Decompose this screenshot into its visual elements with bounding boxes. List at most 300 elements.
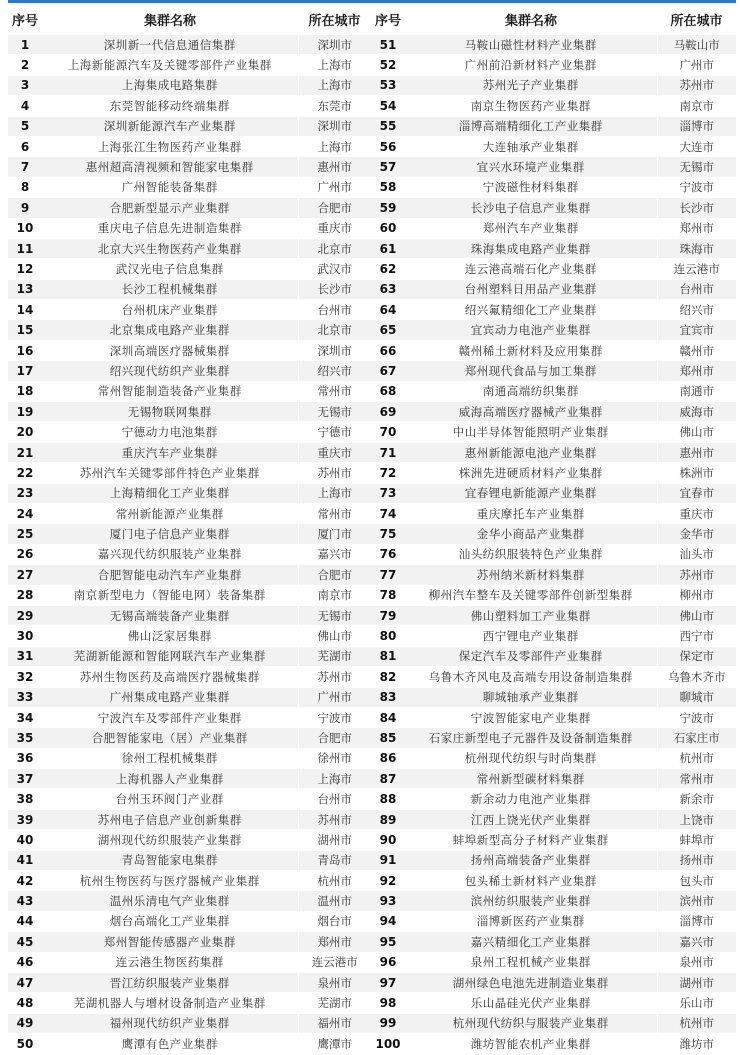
row-index: 75 (371, 524, 405, 544)
city-name: 宁波市 (657, 177, 736, 197)
table-row (8, 442, 371, 462)
cluster-name: 江西上饶光伏产业集群 (405, 809, 657, 829)
cluster-name: 徐州工程机械集群 (42, 748, 298, 768)
city-name: 马鞍山市 (657, 35, 736, 55)
cluster-name: 上海机器人产业集群 (42, 769, 298, 789)
cluster-name: 绍兴现代纺织产业集群 (42, 361, 298, 381)
cluster-name: 合肥智能家电（居）产业集群 (42, 728, 298, 748)
row-index: 41 (8, 850, 42, 870)
row-index: 40 (8, 830, 42, 850)
table-row (371, 198, 736, 218)
cluster-name: 厦门电子信息产业集群 (42, 524, 298, 544)
cluster-name: 温州乐清电气产业集群 (42, 891, 298, 911)
city-name: 台州市 (298, 300, 371, 320)
row-index: 38 (8, 789, 42, 809)
row-index: 6 (8, 136, 42, 156)
row-index: 9 (8, 198, 42, 218)
city-name: 佛山市 (298, 626, 371, 646)
cluster-name: 泉州工程机械产业集群 (405, 952, 657, 972)
city-name: 合肥市 (298, 565, 371, 585)
cluster-name: 深圳新一代信息通信集群 (42, 35, 298, 55)
cluster-name: 晋江纺织服装产业集群 (42, 972, 298, 992)
cluster-name: 扬州高端装备产业集群 (405, 850, 657, 870)
table-row (8, 381, 371, 401)
table-row (8, 503, 371, 523)
table-row (8, 35, 371, 55)
row-index: 50 (8, 1034, 42, 1054)
row-index: 27 (8, 565, 42, 585)
row-index: 13 (8, 279, 42, 299)
city-name: 杭州市 (657, 748, 736, 768)
cluster-name: 苏州电子信息产业创新集群 (42, 809, 298, 829)
cluster-name: 长沙电子信息产业集群 (405, 198, 657, 218)
cluster-name: 淄博高端精细化工产业集群 (405, 116, 657, 136)
row-index: 80 (371, 626, 405, 646)
table-row (371, 850, 736, 870)
cluster-name: 芜湖新能源和智能网联汽车产业集群 (42, 646, 298, 666)
table-row (371, 483, 736, 503)
row-index: 86 (371, 748, 405, 768)
row-index: 16 (8, 340, 42, 360)
table-row (8, 952, 371, 972)
row-index: 42 (8, 871, 42, 891)
table-row (371, 789, 736, 809)
city-name: 绍兴市 (298, 361, 371, 381)
table-row (8, 320, 371, 340)
cluster-name: 台州机床产业集群 (42, 300, 298, 320)
row-index: 31 (8, 646, 42, 666)
cluster-name: 绍兴氟精细化工产业集群 (405, 300, 657, 320)
row-index: 14 (8, 300, 42, 320)
table-row (8, 891, 371, 911)
cluster-name: 苏州纳米新材料集群 (405, 565, 657, 585)
row-index: 30 (8, 626, 42, 646)
table-row (371, 1034, 736, 1054)
row-index: 28 (8, 585, 42, 605)
table-row (8, 707, 371, 727)
row-index: 77 (371, 565, 405, 585)
row-index: 52 (371, 55, 405, 75)
row-index: 62 (371, 259, 405, 279)
table-row (371, 55, 736, 75)
header-row (8, 3, 371, 35)
table-row (8, 96, 371, 116)
row-index: 90 (371, 830, 405, 850)
cluster-name: 东莞智能移动终端集群 (42, 96, 298, 116)
table-row (8, 748, 371, 768)
cluster-name: 重庆汽车产业集群 (42, 442, 298, 462)
table-row (371, 728, 736, 748)
cluster-name: 青岛智能家电集群 (42, 850, 298, 870)
city-name: 芜湖市 (298, 646, 371, 666)
table-row (8, 769, 371, 789)
table-row (8, 687, 371, 707)
row-index: 19 (8, 402, 42, 422)
city-name: 惠州市 (298, 157, 371, 177)
city-name: 北京市 (298, 238, 371, 258)
city-name: 无锡市 (657, 157, 736, 177)
row-index: 43 (8, 891, 42, 911)
table-row (371, 646, 736, 666)
city-name: 郑州市 (657, 361, 736, 381)
row-index: 97 (371, 972, 405, 992)
cluster-name: 宜兴水环境产业集群 (405, 157, 657, 177)
table-row (371, 667, 736, 687)
row-index: 92 (371, 871, 405, 891)
table-row (371, 952, 736, 972)
cluster-name: 嘉兴精细化工产业集群 (405, 932, 657, 952)
cluster-name: 连云港高端石化产业集群 (405, 259, 657, 279)
city-name: 石家庄市 (657, 728, 736, 748)
row-index: 81 (371, 646, 405, 666)
cluster-name: 郑州智能传感器产业集群 (42, 932, 298, 952)
cluster-name: 上海集成电路集群 (42, 75, 298, 95)
table-row (371, 972, 736, 992)
table-row (371, 503, 736, 523)
row-index: 26 (8, 544, 42, 564)
table-row (371, 585, 736, 605)
table-row (371, 769, 736, 789)
row-index: 74 (371, 503, 405, 523)
city-name: 重庆市 (298, 442, 371, 462)
city-name: 宁德市 (298, 422, 371, 442)
table-row (371, 238, 736, 258)
cluster-name: 广州集成电路产业集群 (42, 687, 298, 707)
table-row (8, 75, 371, 95)
city-name: 深圳市 (298, 340, 371, 360)
header-index: 序号 (8, 3, 42, 35)
cluster-name: 湖州现代纺织服装产业集群 (42, 830, 298, 850)
row-index: 29 (8, 605, 42, 625)
table-row (8, 524, 371, 544)
city-name: 郑州市 (298, 932, 371, 952)
table-row (371, 218, 736, 238)
cluster-name: 杭州现代纺织与时尚集群 (405, 748, 657, 768)
row-index: 8 (8, 177, 42, 197)
cluster-name: 乌鲁木齐风电及高端专用设备制造集群 (405, 667, 657, 687)
city-name: 重庆市 (657, 503, 736, 523)
cluster-name: 湖州绿色电池先进制造业集群 (405, 972, 657, 992)
city-name: 扬州市 (657, 850, 736, 870)
row-index: 61 (371, 238, 405, 258)
row-index: 79 (371, 605, 405, 625)
city-name: 台州市 (298, 789, 371, 809)
row-index: 94 (371, 911, 405, 931)
city-name: 上海市 (298, 55, 371, 75)
city-name: 宁波市 (298, 707, 371, 727)
row-index: 100 (371, 1034, 405, 1054)
row-index: 71 (371, 442, 405, 462)
cluster-name: 新余动力电池产业集群 (405, 789, 657, 809)
row-index: 35 (8, 728, 42, 748)
table-row (371, 932, 736, 952)
city-name: 苏州市 (657, 75, 736, 95)
city-name: 南京市 (657, 96, 736, 116)
city-name: 泉州市 (657, 952, 736, 972)
table-row (8, 871, 371, 891)
row-index: 53 (371, 75, 405, 95)
cluster-name: 西宁锂电产业集群 (405, 626, 657, 646)
row-index: 91 (371, 850, 405, 870)
cluster-name: 无锡高端装备产业集群 (42, 605, 298, 625)
table-row (8, 361, 371, 381)
table-row (8, 626, 371, 646)
city-name: 鹰潭市 (298, 1034, 371, 1054)
table-row (8, 238, 371, 258)
row-index: 10 (8, 218, 42, 238)
cluster-name: 北京集成电路产业集群 (42, 320, 298, 340)
city-name: 长沙市 (657, 198, 736, 218)
table-row (371, 463, 736, 483)
city-name: 长沙市 (298, 279, 371, 299)
table-row (8, 728, 371, 748)
city-name: 南通市 (657, 381, 736, 401)
city-name: 苏州市 (298, 809, 371, 829)
city-name: 聊城市 (657, 687, 736, 707)
row-index: 45 (8, 932, 42, 952)
city-name: 汕头市 (657, 544, 736, 564)
city-name: 温州市 (298, 891, 371, 911)
cluster-name: 南京生物医药产业集群 (405, 96, 657, 116)
table-row (371, 871, 736, 891)
table-row (8, 932, 371, 952)
table-row (371, 157, 736, 177)
city-name: 重庆市 (298, 218, 371, 238)
city-name: 苏州市 (298, 463, 371, 483)
table-row (8, 544, 371, 564)
city-name: 郑州市 (657, 218, 736, 238)
table-row (8, 1013, 371, 1033)
row-index: 32 (8, 667, 42, 687)
cluster-name: 北京大兴生物医药产业集群 (42, 238, 298, 258)
row-index: 70 (371, 422, 405, 442)
table-row (371, 279, 736, 299)
table-row (371, 626, 736, 646)
cluster-name: 宁德动力电池集群 (42, 422, 298, 442)
cluster-name: 芜湖机器人与增材设备制造产业集群 (42, 993, 298, 1013)
cluster-name: 常州新能源产业集群 (42, 503, 298, 523)
cluster-name: 深圳新能源汽车产业集群 (42, 116, 298, 136)
cluster-name: 重庆摩托车产业集群 (405, 503, 657, 523)
cluster-name: 南通高端纺织集群 (405, 381, 657, 401)
header-name: 集群名称 (42, 3, 298, 35)
row-index: 55 (371, 116, 405, 136)
cluster-name: 武汉光电子信息集群 (42, 259, 298, 279)
city-name: 乌鲁木齐市 (657, 667, 736, 687)
city-name: 杭州市 (298, 871, 371, 891)
row-index: 24 (8, 503, 42, 523)
table-row (8, 463, 371, 483)
row-index: 73 (371, 483, 405, 503)
table-row (8, 483, 371, 503)
city-name: 淄博市 (657, 911, 736, 931)
table-row (8, 136, 371, 156)
cluster-name: 宁波磁性材料集群 (405, 177, 657, 197)
city-name: 乐山市 (657, 993, 736, 1013)
cluster-name: 台州玉环阀门产业群 (42, 789, 298, 809)
city-name: 南京市 (298, 585, 371, 605)
city-name: 上海市 (298, 75, 371, 95)
cluster-name: 珠海集成电路产业集群 (405, 238, 657, 258)
table-row (8, 667, 371, 687)
cluster-name: 合肥智能电动汽车产业集群 (42, 565, 298, 585)
table-row (8, 198, 371, 218)
city-name: 湖州市 (298, 830, 371, 850)
city-name: 大连市 (657, 136, 736, 156)
cluster-name: 保定汽车及零部件产业集群 (405, 646, 657, 666)
cluster-name: 无锡物联网集群 (42, 402, 298, 422)
row-index: 12 (8, 259, 42, 279)
cluster-name: 台州塑料日用品产业集群 (405, 279, 657, 299)
table-row (371, 442, 736, 462)
row-index: 83 (371, 687, 405, 707)
city-name: 深圳市 (298, 116, 371, 136)
table-row (371, 402, 736, 422)
table-row (371, 748, 736, 768)
table-row (371, 565, 736, 585)
table-row (8, 1034, 371, 1054)
table-row (8, 218, 371, 238)
table-body-left (8, 35, 371, 1054)
row-index: 65 (371, 320, 405, 340)
table-body-right (371, 35, 736, 1054)
table-row (371, 544, 736, 564)
row-index: 18 (8, 381, 42, 401)
cluster-name: 杭州生物医药与医疗器械产业集群 (42, 871, 298, 891)
cluster-name: 威海高端医疗器械产业集群 (405, 402, 657, 422)
city-name: 上海市 (298, 769, 371, 789)
header-city: 所在城市 (298, 3, 371, 35)
row-index: 2 (8, 55, 42, 75)
city-name: 嘉兴市 (298, 544, 371, 564)
city-name: 徐州市 (298, 748, 371, 768)
header-name: 集群名称 (405, 3, 657, 35)
row-index: 98 (371, 993, 405, 1013)
table-row (8, 830, 371, 850)
table-row (371, 993, 736, 1013)
city-name: 合肥市 (298, 198, 371, 218)
city-name: 上饶市 (657, 809, 736, 829)
row-index: 96 (371, 952, 405, 972)
cluster-name: 聊城轴承产业集群 (405, 687, 657, 707)
cluster-name: 中山半导体智能照明产业集群 (405, 422, 657, 442)
city-name: 深圳市 (298, 35, 371, 55)
cluster-name: 烟台高端化工产业集群 (42, 911, 298, 931)
city-name: 连云港市 (657, 259, 736, 279)
city-name: 赣州市 (657, 340, 736, 360)
table-row (8, 605, 371, 625)
row-index: 36 (8, 748, 42, 768)
table-row (371, 381, 736, 401)
table-row (8, 116, 371, 136)
city-name: 绍兴市 (657, 300, 736, 320)
table-row (8, 279, 371, 299)
city-name: 宜春市 (657, 483, 736, 503)
city-name: 滨州市 (657, 891, 736, 911)
city-name: 常州市 (298, 503, 371, 523)
row-index: 11 (8, 238, 42, 258)
row-index: 39 (8, 809, 42, 829)
row-index: 72 (371, 463, 405, 483)
row-index: 51 (371, 35, 405, 55)
table-row (371, 75, 736, 95)
row-index: 58 (371, 177, 405, 197)
table-row (8, 55, 371, 75)
cluster-name: 惠州新能源电池产业集群 (405, 442, 657, 462)
cluster-name: 深圳高端医疗器械集群 (42, 340, 298, 360)
row-index: 63 (371, 279, 405, 299)
table-row (371, 687, 736, 707)
header-index: 序号 (371, 3, 405, 35)
cluster-name: 广州前沿新材料产业集群 (405, 55, 657, 75)
row-index: 78 (371, 585, 405, 605)
city-name: 连云港市 (298, 952, 371, 972)
table-row (371, 707, 736, 727)
header-city: 所在城市 (657, 3, 736, 35)
row-index: 3 (8, 75, 42, 95)
cluster-name: 重庆电子信息先进制造集群 (42, 218, 298, 238)
row-index: 49 (8, 1013, 42, 1033)
city-name: 无锡市 (298, 605, 371, 625)
row-index: 89 (371, 809, 405, 829)
cluster-name: 宁波汽车及零部件产业集群 (42, 707, 298, 727)
city-name: 苏州市 (657, 565, 736, 585)
row-index: 20 (8, 422, 42, 442)
table-row (8, 809, 371, 829)
row-index: 85 (371, 728, 405, 748)
city-name: 威海市 (657, 402, 736, 422)
city-name: 宜宾市 (657, 320, 736, 340)
city-name: 泉州市 (298, 972, 371, 992)
cluster-name: 嘉兴现代纺织服装产业集群 (42, 544, 298, 564)
table-row (371, 177, 736, 197)
city-name: 青岛市 (298, 850, 371, 870)
table-row (8, 402, 371, 422)
cluster-name: 石家庄新型电子元器件及设备制造集群 (405, 728, 657, 748)
city-name: 广州市 (657, 55, 736, 75)
cluster-name: 宜春锂电新能源产业集群 (405, 483, 657, 503)
cluster-name: 合肥新型显示产业集群 (42, 198, 298, 218)
city-name: 柳州市 (657, 585, 736, 605)
city-name: 嘉兴市 (657, 932, 736, 952)
city-name: 珠海市 (657, 238, 736, 258)
cluster-name: 金华小商品产业集群 (405, 524, 657, 544)
table-row (371, 605, 736, 625)
cluster-name: 马鞍山磁性材料产业集群 (405, 35, 657, 55)
row-index: 21 (8, 442, 42, 462)
cluster-name: 苏州生物医药及高端医疗器械集群 (42, 667, 298, 687)
cluster-table-right (371, 3, 736, 1055)
row-index: 4 (8, 96, 42, 116)
row-index: 5 (8, 116, 42, 136)
city-name: 蚌埠市 (657, 830, 736, 850)
city-name: 常州市 (657, 769, 736, 789)
city-name: 西宁市 (657, 626, 736, 646)
row-index: 46 (8, 952, 42, 972)
city-name: 厦门市 (298, 524, 371, 544)
cluster-name: 赣州稀土新材料及应用集群 (405, 340, 657, 360)
city-name: 潍坊市 (657, 1034, 736, 1054)
table-row (8, 340, 371, 360)
table-row (371, 116, 736, 136)
row-index: 33 (8, 687, 42, 707)
row-index: 64 (371, 300, 405, 320)
table-row (371, 1013, 736, 1033)
table-row (371, 361, 736, 381)
table-row (8, 422, 371, 442)
cluster-name: 佛山塑料加工产业集群 (405, 605, 657, 625)
row-index: 57 (371, 157, 405, 177)
